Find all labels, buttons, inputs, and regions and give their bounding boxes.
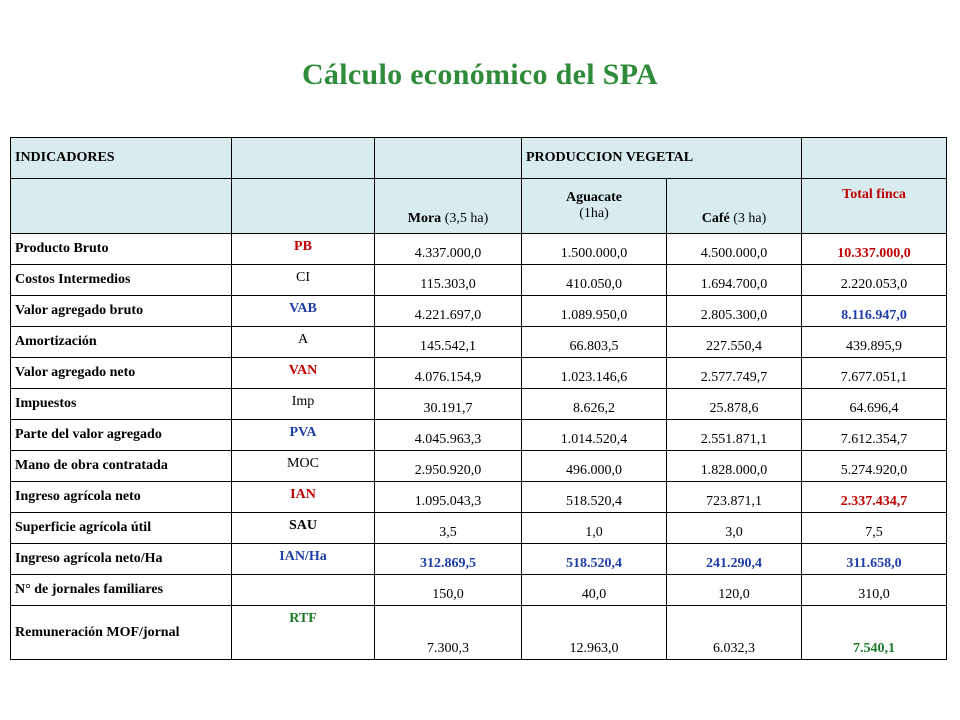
crop-area: (3,5 ha): [444, 211, 489, 226]
indicator-abbreviation: CI: [232, 265, 375, 296]
indicator-label: Superficie agrícola útil: [11, 513, 232, 544]
crop-value-cell: 227.550,4: [667, 327, 802, 358]
indicator-abbreviation: A: [232, 327, 375, 358]
crop-value-cell: 2.551.871,1: [667, 420, 802, 451]
economic-table: [10, 137, 947, 660]
crop-value-cell: 145.542,1: [375, 327, 522, 358]
total-value-cell: 7.612.354,7: [802, 420, 947, 451]
crop-name: Café: [701, 211, 730, 226]
total-value-cell: 10.337.000,0: [802, 234, 947, 265]
crop-value-cell: 3,0: [667, 513, 802, 544]
crop-name: Mora: [407, 211, 442, 226]
crop-value-cell: 12.963,0: [522, 606, 667, 660]
crop-value-cell: 312.869,5: [375, 544, 522, 575]
header-empty-cell: [11, 179, 232, 234]
crop-value-cell: 518.520,4: [522, 544, 667, 575]
total-value-cell: 2.337.434,7: [802, 482, 947, 513]
indicator-abbreviation: PVA: [232, 420, 375, 451]
page-title: Cálculo económico del SPA: [301, 58, 659, 91]
crop-value-cell: 4.337.000,0: [375, 234, 522, 265]
crop-value-cell: 1.014.520,4: [522, 420, 667, 451]
header-row-1: [11, 138, 947, 179]
header-empty-cell: [802, 138, 947, 179]
crop-value-cell: 1.828.000,0: [667, 451, 802, 482]
table-row: [11, 482, 947, 513]
table-row: [11, 451, 947, 482]
indicator-label: Ingreso agrícola neto/Ha: [11, 544, 232, 575]
crop-value-cell: 120,0: [667, 575, 802, 606]
table-row: [11, 420, 947, 451]
header-crop-cafe: [667, 179, 802, 234]
indicator-label: Remuneración MOF/jornal: [11, 606, 232, 660]
crop-value-cell: 30.191,7: [375, 389, 522, 420]
total-value-cell: 7.677.051,1: [802, 358, 947, 389]
crop-value-cell: 518.520,4: [522, 482, 667, 513]
crop-value-cell: 4.045.963,3: [375, 420, 522, 451]
crop-value-cell: 2.577.749,7: [667, 358, 802, 389]
crop-value-cell: 1,0: [522, 513, 667, 544]
crop-value-cell: 8.626,2: [522, 389, 667, 420]
total-value-cell: 439.895,9: [802, 327, 947, 358]
crop-value-cell: 2.950.920,0: [375, 451, 522, 482]
indicator-abbreviation: VAB: [232, 296, 375, 327]
crop-area: (1ha): [579, 206, 609, 221]
crop-name: Aguacate: [566, 190, 622, 205]
header-empty-cell: [375, 138, 522, 179]
table-row: [11, 296, 947, 327]
crop-value-cell: 4.076.154,9: [375, 358, 522, 389]
crop-value-cell: 241.290,4: [667, 544, 802, 575]
header-empty-cell: [232, 138, 375, 179]
crop-value-cell: 1.095.043,3: [375, 482, 522, 513]
table-row: [11, 544, 947, 575]
crop-area: (3 ha): [733, 211, 767, 226]
total-value-cell: 64.696,4: [802, 389, 947, 420]
table-row: [11, 234, 947, 265]
header-crop-aguacate: [522, 179, 667, 234]
crop-value-cell: 1.023.146,6: [522, 358, 667, 389]
indicator-abbreviation: IAN: [232, 482, 375, 513]
indicator-label: Producto Bruto: [11, 234, 232, 265]
indicator-label: Parte del valor agregado: [11, 420, 232, 451]
crop-value-cell: 1.694.700,0: [667, 265, 802, 296]
crop-value-cell: 1.500.000,0: [522, 234, 667, 265]
table-row: [11, 389, 947, 420]
indicator-label: Impuestos: [11, 389, 232, 420]
indicator-label: Amortización: [11, 327, 232, 358]
crop-value-cell: 66.803,5: [522, 327, 667, 358]
crop-value-cell: 4.221.697,0: [375, 296, 522, 327]
table-row: [11, 358, 947, 389]
crop-value-cell: 3,5: [375, 513, 522, 544]
table-row: [11, 265, 947, 296]
indicator-abbreviation: [232, 575, 375, 606]
indicator-abbreviation: PB: [232, 234, 375, 265]
indicator-label: Costos Intermedios: [11, 265, 232, 296]
header-total-finca: Total finca: [802, 179, 947, 234]
table-row: [11, 575, 947, 606]
header-crop-mora: [375, 179, 522, 234]
total-value-cell: 2.220.053,0: [802, 265, 947, 296]
total-value-cell: 7.540,1: [802, 606, 947, 660]
crop-value-cell: 25.878,6: [667, 389, 802, 420]
indicator-label: Mano de obra contratada: [11, 451, 232, 482]
crop-value-cell: 40,0: [522, 575, 667, 606]
total-value-cell: 311.658,0: [802, 544, 947, 575]
crop-value-cell: 4.500.000,0: [667, 234, 802, 265]
crop-value-cell: 496.000,0: [522, 451, 667, 482]
crop-value-cell: 2.805.300,0: [667, 296, 802, 327]
indicator-abbreviation: VAN: [232, 358, 375, 389]
total-value-cell: 310,0: [802, 575, 947, 606]
crop-value-cell: 6.032,3: [667, 606, 802, 660]
table-row: [11, 606, 947, 660]
total-value-cell: 8.116.947,0: [802, 296, 947, 327]
crop-value-cell: 115.303,0: [375, 265, 522, 296]
indicator-label: Valor agregado bruto: [11, 296, 232, 327]
table-row: [11, 327, 947, 358]
header-row-2: [11, 179, 947, 234]
indicator-abbreviation: MOC: [232, 451, 375, 482]
indicator-abbreviation: RTF: [232, 606, 375, 660]
indicator-abbreviation: Imp: [232, 389, 375, 420]
indicator-abbreviation: IAN/Ha: [232, 544, 375, 575]
table-row: [11, 513, 947, 544]
indicator-label: N° de jornales familiares: [11, 575, 232, 606]
crop-value-cell: 1.089.950,0: [522, 296, 667, 327]
indicator-label: Ingreso agrícola neto: [11, 482, 232, 513]
total-value-cell: 7,5: [802, 513, 947, 544]
crop-value-cell: 723.871,1: [667, 482, 802, 513]
total-value-cell: 5.274.920,0: [802, 451, 947, 482]
crop-value-cell: 7.300,3: [375, 606, 522, 660]
crop-value-cell: 410.050,0: [522, 265, 667, 296]
header-indicadores: INDICADORES: [11, 138, 232, 179]
crop-value-cell: 150,0: [375, 575, 522, 606]
header-empty-cell: [232, 179, 375, 234]
header-produccion-vegetal: PRODUCCION VEGETAL: [522, 138, 802, 179]
indicator-abbreviation: SAU: [232, 513, 375, 544]
indicator-label: Valor agregado neto: [11, 358, 232, 389]
